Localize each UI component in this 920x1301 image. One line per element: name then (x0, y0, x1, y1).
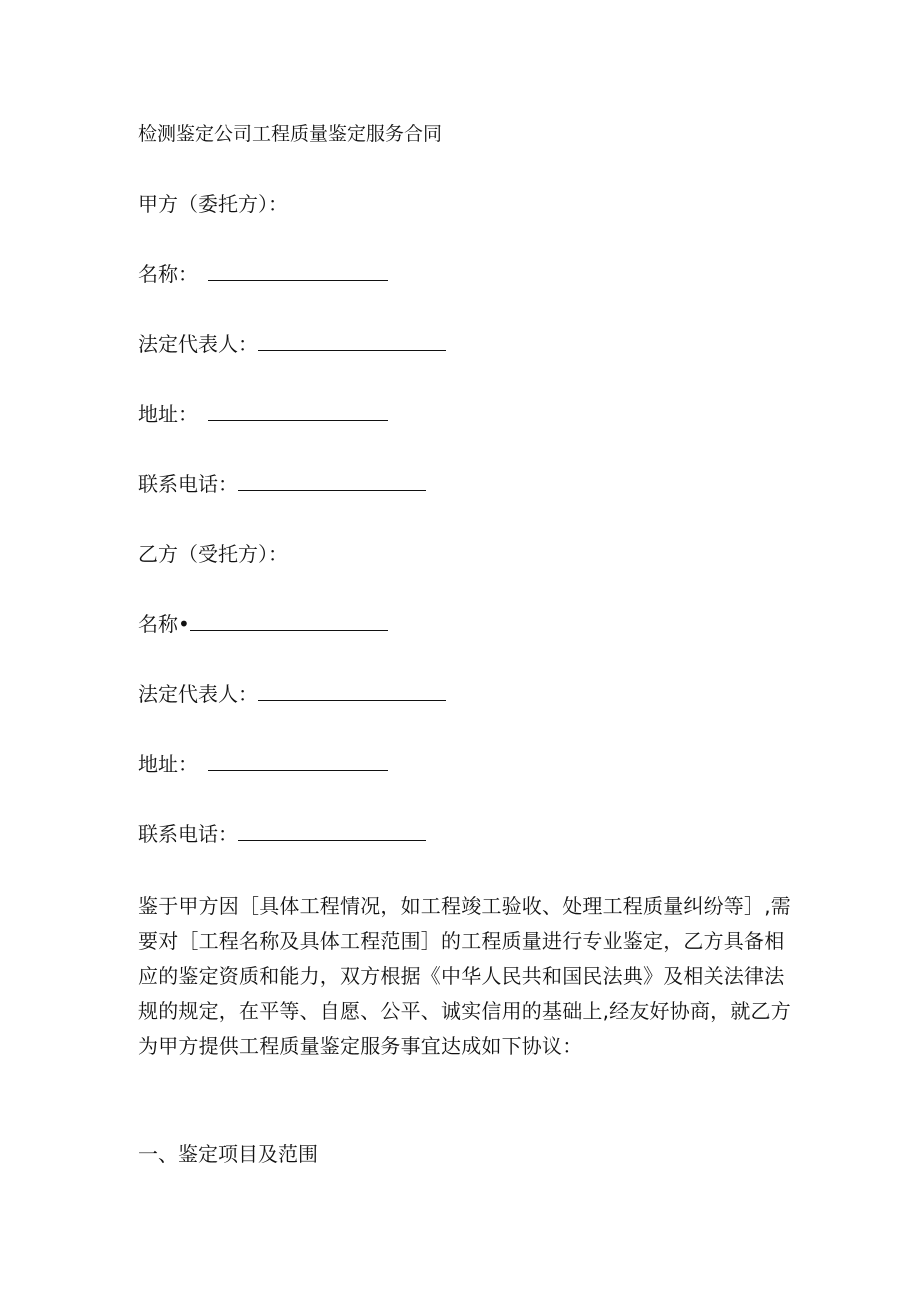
party-b-phone-blank[interactable] (238, 822, 426, 841)
party-b-name-row (138, 612, 388, 636)
preamble-paragraph (138, 889, 791, 1064)
party-a-address-row (138, 402, 388, 426)
party-b-rep-row (138, 682, 446, 706)
party-b-rep-blank[interactable] (258, 682, 446, 701)
party-b-address-label: 地址： (138, 752, 198, 776)
section-1-heading: 一、鉴定项目及范围 (138, 1142, 318, 1166)
party-b-phone-row (138, 822, 426, 846)
preamble-line: 应的鉴定资质和能力，双方根据《中华人民共和国民法典》及相关法律法 (138, 964, 785, 988)
party-b-heading: 乙方（受托方）： (138, 542, 288, 566)
party-b-name-blank[interactable] (190, 612, 388, 631)
party-a-heading: 甲方（委托方）： (138, 192, 288, 216)
party-a-address-blank[interactable] (208, 402, 388, 421)
party-a-phone-blank[interactable] (238, 472, 426, 491)
party-a-name-label: 名称： (138, 262, 198, 286)
party-b-phone-label: 联系电话： (138, 822, 238, 846)
party-b-address-row (138, 752, 388, 776)
party-a-phone-row (138, 472, 426, 496)
party-a-phone-label: 联系电话： (138, 472, 238, 496)
party-b-rep-label: 法定代表人： (138, 682, 258, 706)
party-b-name-label: 名称• (138, 612, 190, 636)
preamble-line: 为甲方提供工程质量鉴定服务事宜达成如下协议： (138, 1034, 583, 1058)
party-a-name-blank[interactable] (208, 262, 388, 281)
preamble-line: 要对［工程名称及具体工程范围］的工程质量进行专业鉴定，乙方具备相 (138, 929, 785, 953)
party-a-rep-row (138, 332, 446, 356)
party-b-address-blank[interactable] (208, 752, 388, 771)
party-a-name-row (138, 262, 388, 286)
party-a-rep-blank[interactable] (258, 332, 446, 351)
contract-title: 检测鉴定公司工程质量鉴定服务合同 (138, 123, 443, 145)
party-a-rep-label: 法定代表人： (138, 332, 258, 356)
preamble-line: 规的规定，在平等、自愿、公平、诚实信用的基础上,经友好协商，就乙方 (138, 999, 791, 1023)
preamble-line: 鉴于甲方因［具体工程情况，如工程竣工验收、处理工程质量纠纷等］,需 (138, 894, 791, 918)
party-a-address-label: 地址： (138, 402, 198, 426)
